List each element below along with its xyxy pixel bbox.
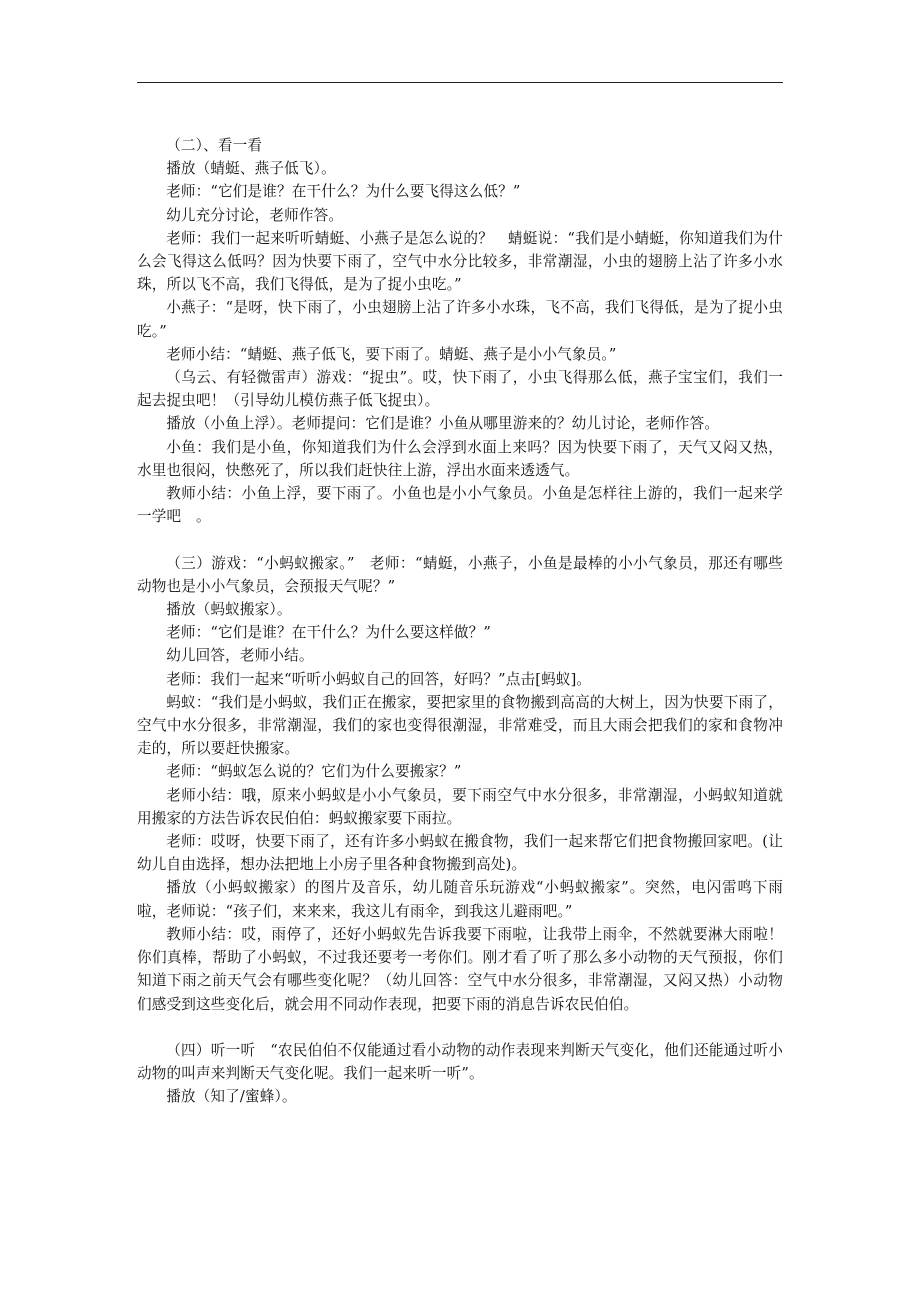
paragraph: 幼儿充分讨论，老师作答。 <box>166 206 344 224</box>
paragraph: 老师：哎呀，快要下雨了，还有许多小蚂蚁在搬食物，我们一起来帮它们把食物搬回家吧。(让幼儿自由选择，想办法把地上小房子里各种食物搬到高处)。 <box>137 833 783 874</box>
paragraph-gap <box>137 1016 783 1039</box>
paragraph: 老师：“蚂蚁怎么说的？它们为什么要搬家？” <box>166 763 462 781</box>
paragraph: （乌云、有轻微雷声）游戏：“捉虫”。哎，快下雨了，小虫飞得那么低，燕子宝宝们，我们一起去捉虫吧！（引导幼儿模仿燕子低飞捉虫）。 <box>137 369 783 410</box>
paragraph: 老师小结：“蜻蜓、燕子低飞，要下雨了。蜻蜓、燕子是小小气象员。” <box>166 345 617 363</box>
document-body <box>137 134 783 1109</box>
paragraph: 小燕子：“是呀，快下雨了，小虫翅膀上沾了许多小水珠，飞不高，我们飞得低，是为了捉小虫吃。” <box>137 299 783 340</box>
paragraph: 播放（知了/蜜蜂）。 <box>166 1088 297 1106</box>
paragraph: 老师：我们一起来“听听小蚂蚁自己的回答，好吗？”点击[蚂蚁]。 <box>166 670 592 688</box>
paragraph-gap <box>137 528 783 551</box>
paragraph: 教师小结：小鱼上浮，要下雨了。小鱼也是小小气象员。小鱼是怎样往上游的，我们一起来学一学吧 。 <box>137 485 783 526</box>
paragraph: 播放（小鱼上浮）。老师提问：它们是谁？小鱼从哪里游来的？幼儿讨论，老师作答。 <box>166 415 720 433</box>
paragraph: 老师：我们一起来听听蜻蜓、小燕子是怎么说的？ 蜻蜓说：“我们是小蜻蜓，你知道我们为什么会飞得这么低吗？因为快要下雨了，空气中水分比较多，非常潮湿，小虫的翅膀上沾了许多小水珠，所以飞不高，我们飞得低，是为了捉小虫吃。” <box>137 229 783 294</box>
paragraph: 播放（小蚂蚁搬家）的图片及音乐，幼儿随音乐玩游戏“小蚂蚁搬家”。突然，电闪雷鸣下雨啦，老师说：“孩子们，来来来，我这儿有雨伞，到我这儿避雨吧。” <box>137 879 783 920</box>
paragraph: 老师小结：哦，原来小蚂蚁是小小气象员，要下雨空气中水分很多，非常潮湿，小蚂蚁知道就用搬家的方法告诉农民伯伯：蚂蚁搬家要下雨拉。 <box>137 786 783 827</box>
paragraph: 老师：“它们是谁？在干什么？为什么要这样做？” <box>166 624 492 642</box>
section-heading-look: （二）、看一看 <box>166 137 263 154</box>
section-heading-listen: （四）听一听 “农民伯伯不仅能通过看小动物的动作表现来判断天气变化，他们还能通过听小动物的叫声来判断天气变化呢。我们一起来听一听”。 <box>137 1041 783 1083</box>
paragraph: 幼儿回答，老师小结。 <box>166 647 314 665</box>
paragraph: 蚂蚁：“我们是小蚂蚁，我们正在搬家，要把家里的食物搬到高高的大树上，因为快要下雨了，空气中水分很多，非常潮湿，我们的家也变得很潮湿，非常难受，而且大雨会把我们的家和食物冲走的，所以要赶快搬家。 <box>137 693 783 758</box>
paragraph: 播放（蚂蚁搬家）。 <box>166 601 292 619</box>
paragraph: 老师：“它们是谁？在干什么？为什么要飞得这么低？” <box>166 183 521 201</box>
paragraph: 教师小结：哎，雨停了，还好小蚂蚁先告诉我要下雨啦，让我带上雨伞，不然就要淋大雨啦！你们真棒，帮助了小蚂蚁，不过我还要考一考你们。刚才看了听了那么多小动物的天气预报，你们知道下雨之前天气会有哪些变化呢？（幼儿回答：空气中水分很多，非常潮湿，又闷又热）小动物们感受到这些变化后，就会用不同动作表现，把要下雨的消息告诉农民伯伯。 <box>137 925 783 1013</box>
section-heading-game: （三）游戏：“小蚂蚁搬家。” 老师：“蜻蜓，小燕子，小鱼是最棒的小小气象员，那还有哪些动物也是小小气象员，会预报天气呢？” <box>137 554 783 595</box>
header-rule <box>137 82 783 83</box>
paragraph: 小鱼：我们是小鱼，你知道我们为什么会浮到水面上来吗？因为快要下雨了，天气又闷又热，水里也很闷，快憋死了，所以我们赶快往上游，浮出水面来透透气。 <box>137 438 783 479</box>
paragraph: 播放（蜻蜓、燕子低飞）。 <box>166 160 336 178</box>
